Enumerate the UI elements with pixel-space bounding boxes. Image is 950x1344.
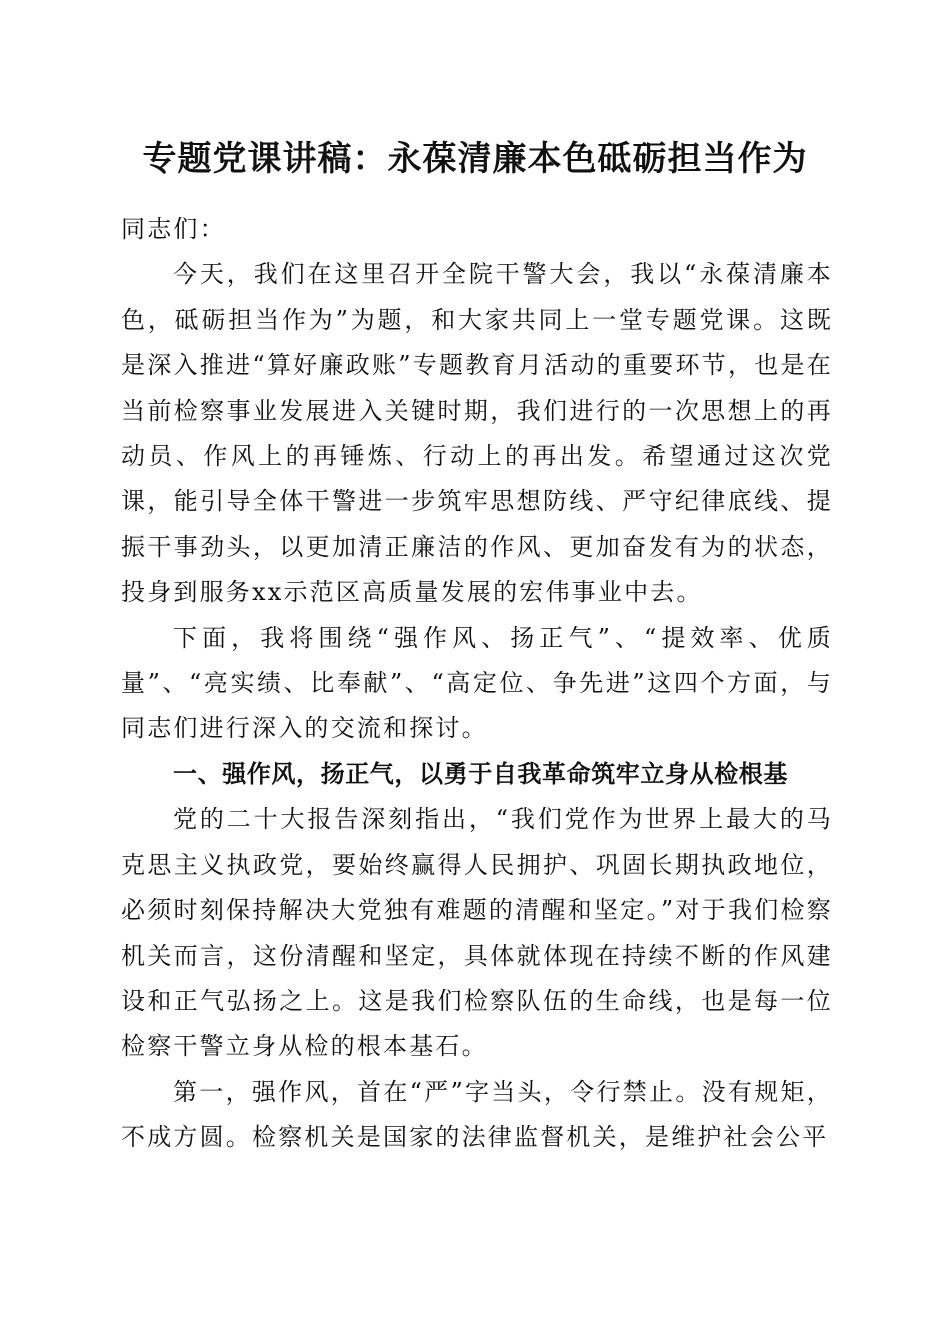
document-title: 专题党课讲稿：永葆清廉本色砥砺担当作为 [142,139,808,179]
paragraph-section1-point1: 第一，强作风，首在“严”字当头，令行禁止。没有规矩，不成方圆。检察机关是国家的法律监督机关，是维护社会公平 [121,1077,833,1152]
document-body [121,207,833,1161]
paragraph-outline: 下面，我将围绕“强作风、扬正气”、“提效率、优质量”、“亮实绩、比奉献”、“高定位、争先进”这四个方面，与同志们进行深入的交流和探讨。 [121,623,833,743]
paragraph-opening: 今天，我们在这里召开全院干警大会，我以“永葆清廉本色，砥砺担当作为”为题，和大家共同上一堂专题党课。这既是深入推进“算好廉政账”专题教育月活动的重要环节，也是在当前检察事业发展进入关键时期，我们进行的一次思想上的再动员、作风上的再锤炼、行动上的再出发。希望通过这次党课，能引导全体干警进一步筑牢思想防线、严守纪律底线、提振干事劲头，以更加清正廉洁的作风、更加奋发有为的状态，投身到服务xx示范区高质量发展的宏伟事业中去。 [121,260,833,607]
section-heading: 一、强作风，扬正气，以勇于自我革命筑牢立身从检根基 [173,759,788,788]
paragraph-section1-intro: 党的二十大报告深刻指出，“我们党作为世界上最大的马克思主义执政党，要始终赢得人民拥护、巩固长期执政地位，必须时刻保持解决大党独有难题的清醒和坚定。”对于我们检察机关而言，这份清醒和坚定，具体就体现在持续不断的作风建设和正气弘扬之上。这是我们检察队伍的生命线，也是每一位检察干警立身从检的根本基石。 [121,805,833,1061]
salutation: 同志们： [121,215,226,243]
